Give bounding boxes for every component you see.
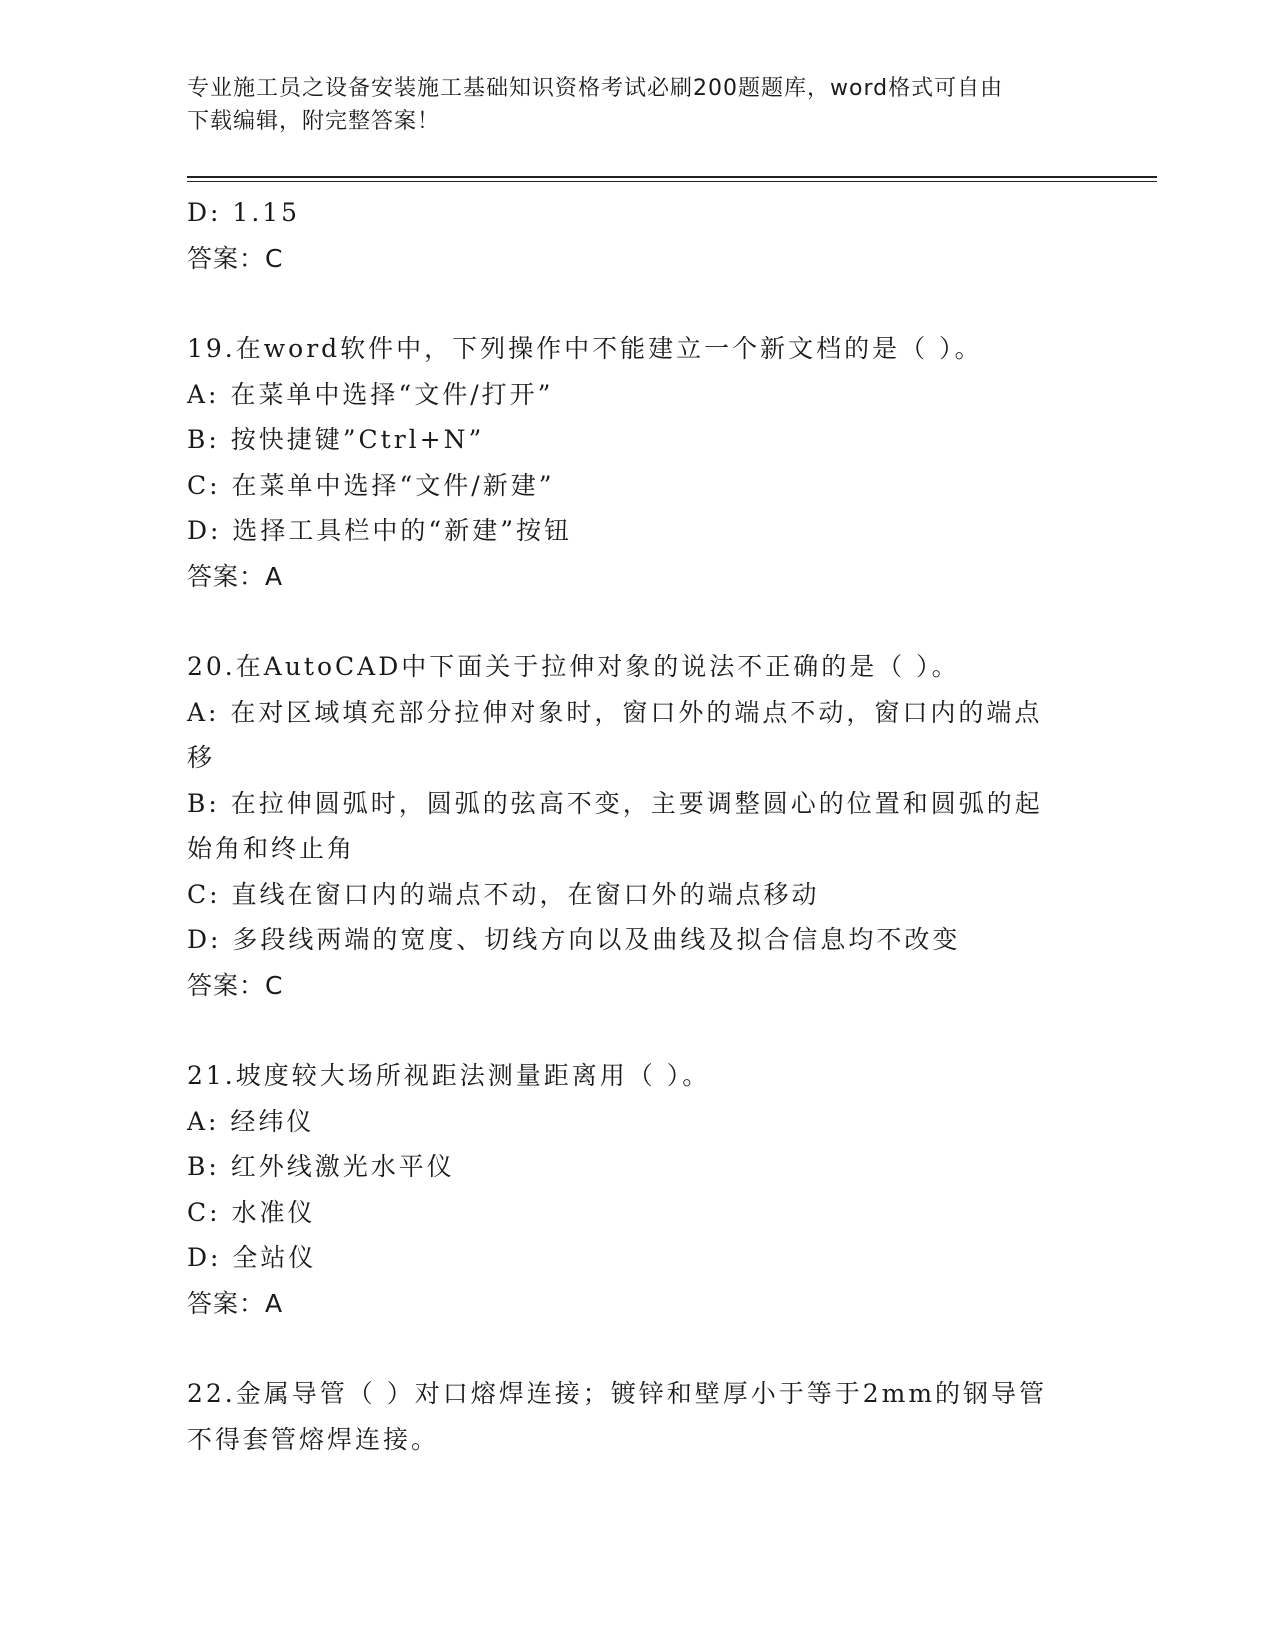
spacer — [187, 599, 1087, 644]
page-header — [187, 72, 1087, 138]
question-20-option-b: B: 在拉伸圆弧时，圆弧的弦高不变，主要调整圆心的位置和圆弧的起 — [187, 788, 1043, 818]
question-21-option-c: C: 水准仪 — [187, 1197, 316, 1227]
question-21-option-a: A: 经纬仪 — [187, 1106, 315, 1136]
question-21-answer: 答案：A — [187, 1288, 284, 1318]
header-divider-thin — [187, 181, 1157, 182]
question-19-option-b: B: 按快捷键”Ctrl+N” — [187, 425, 485, 454]
question-20-answer: 答案：C — [187, 970, 284, 1000]
header-line-2: 下载编辑，附完整答案！ — [187, 109, 441, 134]
header-line-1: 专业施工员之设备安装施工基础知识资格考试必刷200题题库，word格式可自由 — [187, 76, 1004, 101]
spacer — [187, 281, 1087, 326]
question-21-option-d: D: 全站仪 — [187, 1243, 317, 1272]
header-divider-thick — [187, 176, 1157, 178]
prev-option-d: D: 1.15 — [187, 198, 301, 227]
spacer — [187, 1008, 1087, 1053]
question-20-option-b-cont: 始角和终止角 — [187, 834, 356, 863]
question-20-stem: 20.在AutoCAD中下面关于拉伸对象的说法不正确的是（ ）。 — [187, 652, 960, 681]
question-19-option-c: C: 在菜单中选择“文件/新建” — [187, 470, 555, 500]
question-21-stem: 21.坡度较大场所视距法测量距离用（ ）。 — [187, 1061, 711, 1090]
question-21-option-b: B: 红外线激光水平仪 — [187, 1152, 455, 1181]
question-19-option-a: A: 在菜单中选择“文件/打开” — [187, 379, 554, 409]
question-22-stem-line-1: 22.金属导管（ ）对口熔焊连接；镀锌和壁厚小于等于2mm的钢导管 — [187, 1379, 1048, 1408]
question-20-option-d: D: 多段线两端的宽度、切线方向以及曲线及拟合信息均不改变 — [187, 925, 961, 954]
question-20-option-a: A: 在对区域填充部分拉伸对象时，窗口外的端点不动，窗口内的端点 — [187, 697, 1043, 727]
document-body — [187, 190, 1087, 1462]
question-20-option-c: C: 直线在窗口内的端点不动，在窗口外的端点移动 — [187, 879, 820, 909]
question-22-stem-line-2: 不得套管熔焊连接。 — [187, 1424, 440, 1454]
prev-answer: 答案：C — [187, 243, 284, 273]
spacer — [187, 1326, 1087, 1371]
question-19-answer: 答案：A — [187, 561, 284, 591]
question-20-option-a-cont: 移 — [187, 743, 216, 772]
question-19-option-d: D: 选择工具栏中的“新建”按钮 — [187, 516, 572, 545]
question-19-stem: 19.在word软件中，下列操作中不能建立一个新文档的是（ ）。 — [187, 334, 983, 363]
